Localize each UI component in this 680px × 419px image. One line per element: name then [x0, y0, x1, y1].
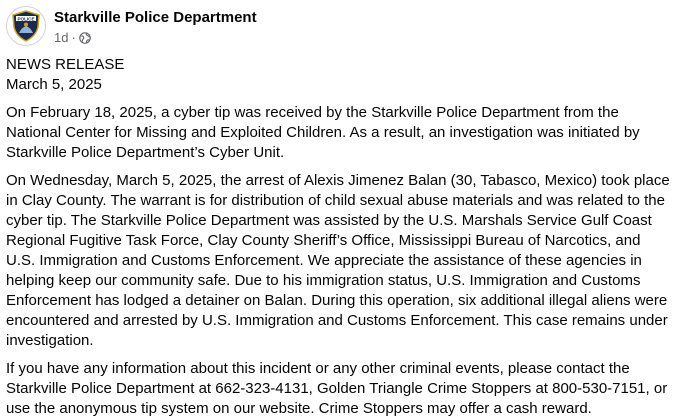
post-meta	[54, 0, 257, 46]
badge-text: POLICE	[17, 16, 35, 22]
post-time-row	[54, 29, 257, 46]
separator-dot: ·	[71, 30, 76, 45]
post-body	[6, 55, 670, 419]
release-date: March 5, 2025	[6, 76, 102, 93]
post-header	[6, 0, 670, 50]
paragraph-1: On February 18, 2025, a cyber tip was received by the Starkville Police Department from the National Center for Missing and Exploited Children. As a result, an investigation was initiated by Starkville Police Department’s Cyber Unit.	[6, 104, 640, 161]
page-avatar[interactable]	[6, 6, 46, 46]
release-label: NEWS RELEASE	[6, 56, 125, 73]
paragraph-3: If you have any information about this incident or any other criminal events, please contact the Starkville Police Department at 662-323-4131, Golden Triangle Crime Stoppers at 800-530-7151, or use the anonymous tip system on our website. Crime Stoppers may offer a cash reward.	[6, 360, 668, 417]
globe-icon[interactable]	[79, 32, 91, 44]
page-name-link[interactable]: Starkville Police Department	[54, 9, 257, 26]
post-timestamp[interactable]: 1d	[54, 30, 69, 45]
paragraph-2: On Wednesday, March 5, 2025, the arrest of Alexis Jimenez Balan (30, Tabasco, Mexico) took place in Clay County. The warrant is for distribution of child sexual abuse materials and was related to the cyber tip. The Starkville Police Department was assisted by the U.S. Marshals Service Gulf Coast Regional Fugitive Task Force, Clay County Sheriff’s Office, Mississippi Bureau of Narcotics, and U.S. Immigration and Customs Enforcement. We appreciate the assistance of these agencies in helping keep our community safe. Due to his immigration status, U.S. Immigration and Customs Enforcement has lodged a detainer on Balan. During this operation, six additional illegal aliens were encountered and arrested by U.S. Immigration and Customs Enforcement. This case remains under investigation.	[6, 172, 670, 349]
police-badge-icon	[9, 9, 43, 43]
